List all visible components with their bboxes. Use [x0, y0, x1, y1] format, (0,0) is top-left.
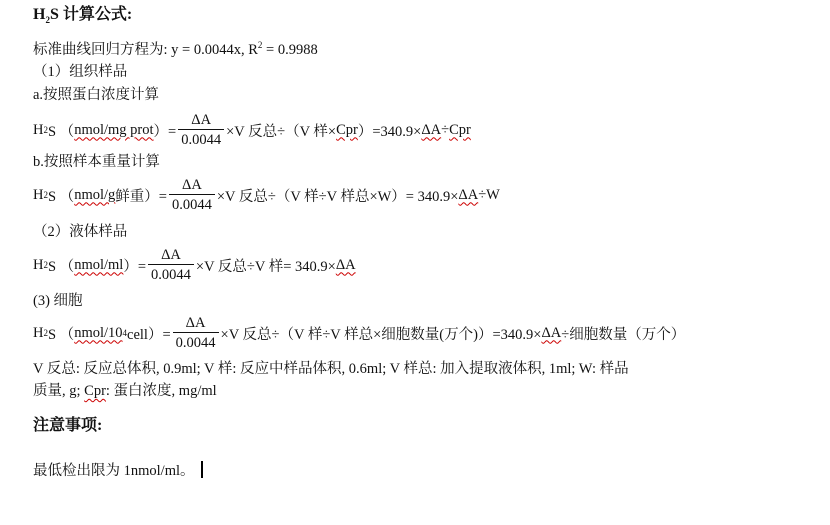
fraction: $\frac{\Delta A}{0.0044}$ [148, 246, 194, 285]
formula-heading: $H_2S$ 计算公式: [33, 6, 133, 26]
section-tissue: （1）组织样品 [33, 64, 128, 80]
text-cursor [201, 461, 203, 478]
notes-text[interactable]: 最低检出限为 1nmol/ml。 [33, 461, 203, 481]
item-b-label: b.按照样本重量计算 [33, 154, 160, 170]
fraction: $\frac{\Delta A}{0.0044}$ [173, 314, 219, 353]
regression-line: 标准曲线回归方程为: y = 0.0044x, $R^2 = 0.9988$ [33, 40, 318, 58]
formula-weight: H 2 S （ nmol/g 鲜重）= $\frac{\Delta A}{0.0044}$ ×V 反总÷（V 样÷V 样总×W）= 340.9× ΔA ÷W [33, 176, 500, 213]
definitions-line-1: V 反总: 反应总体积, 0.9ml; V 样: 反应中样品体积, 0.6ml; V 样总: 加入提取液体积, 1ml; W: 样品 [33, 361, 629, 377]
definitions-line-2: 质量, g; Cpr: 蛋白浓度, mg/ml [33, 383, 217, 399]
fraction: $\frac{\Delta A}{0.0044}$ [169, 176, 215, 215]
notes-heading: 注意事项: [33, 417, 103, 434]
item-a-label: a.按照蛋白浓度计算 [33, 87, 160, 103]
formula-liquid: H 2 S （ nmol/ml ）= $\frac{\Delta A}{0.0044}$ ×V 反总÷V 样= 340.9× ΔA [33, 246, 356, 283]
formula-protein: H 2 S （ nmol/mg prot ）= $\frac{\Delta A}{0.0044}$ ×V 反总÷（V 样× Cpr ）=340.9× ΔA ÷ Cpr [33, 111, 471, 148]
section-cell: (3) 细胞 [33, 293, 83, 309]
fraction: $\frac{\Delta A}{0.0044}$ [178, 111, 224, 150]
formula-cell: H 2 S （ nmol/10 4 cell）= $\frac{\Delta A}{0.0044}$ ×V 反总÷（V 样÷V 样总×细胞数量(万个)）=340.9× ΔA ÷细胞数量（万个） [33, 314, 686, 351]
section-liquid: （2）液体样品 [33, 224, 128, 240]
